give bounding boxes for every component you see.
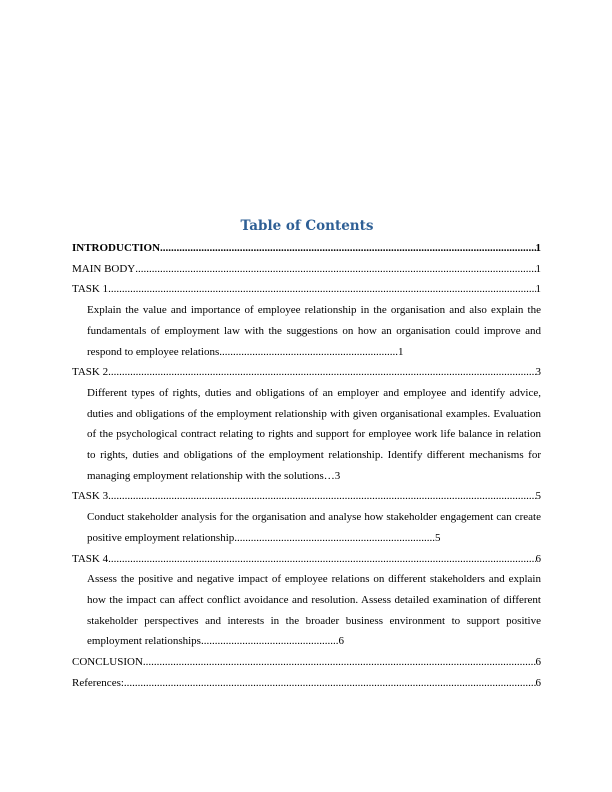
toc-entry-label: TASK 1 <box>72 283 109 296</box>
toc-entry-page: 3 <box>334 469 341 482</box>
toc-entry-label: TASK 2 <box>72 366 109 379</box>
toc-leader-dots <box>135 259 535 280</box>
toc-entry-task-3[interactable] <box>72 486 541 507</box>
toc-entry-page: 6 <box>535 676 541 689</box>
toc-subentry-text: Explain the value and importance of employee relationship in the organisation and also explain the fundamentals of employment law with the suggestions on how an organisation could improve and respond to employee relations <box>87 304 541 358</box>
toc-subentry-text: Assess the positive and negative impact of employee relations on different stakeholders and explain how the impact can affect conflict avoidance and resolution. Assess detailed examination of different stakeholder perspectives and interests in the broader business environment to support positive employment relationships <box>87 573 541 648</box>
toc-subentry-task-3[interactable] <box>87 507 541 548</box>
toc-subentry-task-2[interactable] <box>87 383 541 487</box>
toc-entry-label: CONCLUSION <box>72 656 143 669</box>
toc-entry-label: References: <box>72 676 124 689</box>
toc-entry-page: 5 <box>435 531 441 544</box>
toc-leader-dots <box>108 549 535 570</box>
toc-entry-references[interactable] <box>72 673 541 694</box>
toc-subentry-text: Different types of rights, duties and obligations of an employer and employee and identify advice, duties and obligations of the employment relationship with given organisational examples. Evaluation of the psychological contract relating to rights and support for employee work life balance in relation to rights, duties and obligations of the employment relationship. Identify different mechanisms for managing employment relationship with the solutions <box>87 386 541 482</box>
toc-entry-task-1[interactable] <box>72 279 541 300</box>
toc-entry-page: 1 <box>398 345 404 358</box>
toc-leader-dots: .................................................. <box>200 635 339 648</box>
toc-entry-label: MAIN BODY <box>72 262 136 275</box>
toc-entry-page: 1 <box>535 262 541 275</box>
toc-leader-dots: ......................................................................... <box>234 531 436 544</box>
toc-subentry-task-1[interactable] <box>87 300 541 362</box>
toc-entry-label: INTRODUCTION <box>72 242 161 254</box>
toc-entry-main-body[interactable] <box>72 259 541 280</box>
toc-leader-dots <box>108 362 535 383</box>
toc-entry-page: 1 <box>535 242 541 254</box>
toc-entry-page: 5 <box>535 490 541 503</box>
table-of-contents <box>72 216 541 693</box>
toc-subentry-task-4[interactable] <box>87 569 541 652</box>
toc-entry-introduction[interactable] <box>72 238 541 259</box>
toc-heading: Table of Contents <box>240 218 374 234</box>
toc-entry-label: TASK 4 <box>72 552 109 565</box>
toc-entry-page: 1 <box>535 283 541 296</box>
toc-leader-dots <box>160 238 535 259</box>
toc-entry-task-4[interactable] <box>72 549 541 570</box>
toc-entry-page: 3 <box>535 366 541 379</box>
toc-leader-dots: ................................................................. <box>219 345 399 358</box>
toc-entry-page: 6 <box>535 656 541 669</box>
toc-leader-dots <box>108 279 535 300</box>
toc-subentry-text: Conduct stakeholder analysis for the organisation and analyse how stakeholder engagement can create positive employment relationship <box>87 511 541 544</box>
toc-entry-page: 6 <box>535 552 541 565</box>
toc-leader-dots <box>143 652 536 673</box>
toc-leader-dots <box>124 673 536 694</box>
toc-entry-task-2[interactable] <box>72 362 541 383</box>
toc-leader-dots <box>108 486 535 507</box>
toc-entry-label: TASK 3 <box>72 490 109 503</box>
toc-leader-dots: … <box>323 469 335 482</box>
toc-entry-page: 6 <box>338 635 344 648</box>
toc-entry-conclusion[interactable] <box>72 652 541 673</box>
